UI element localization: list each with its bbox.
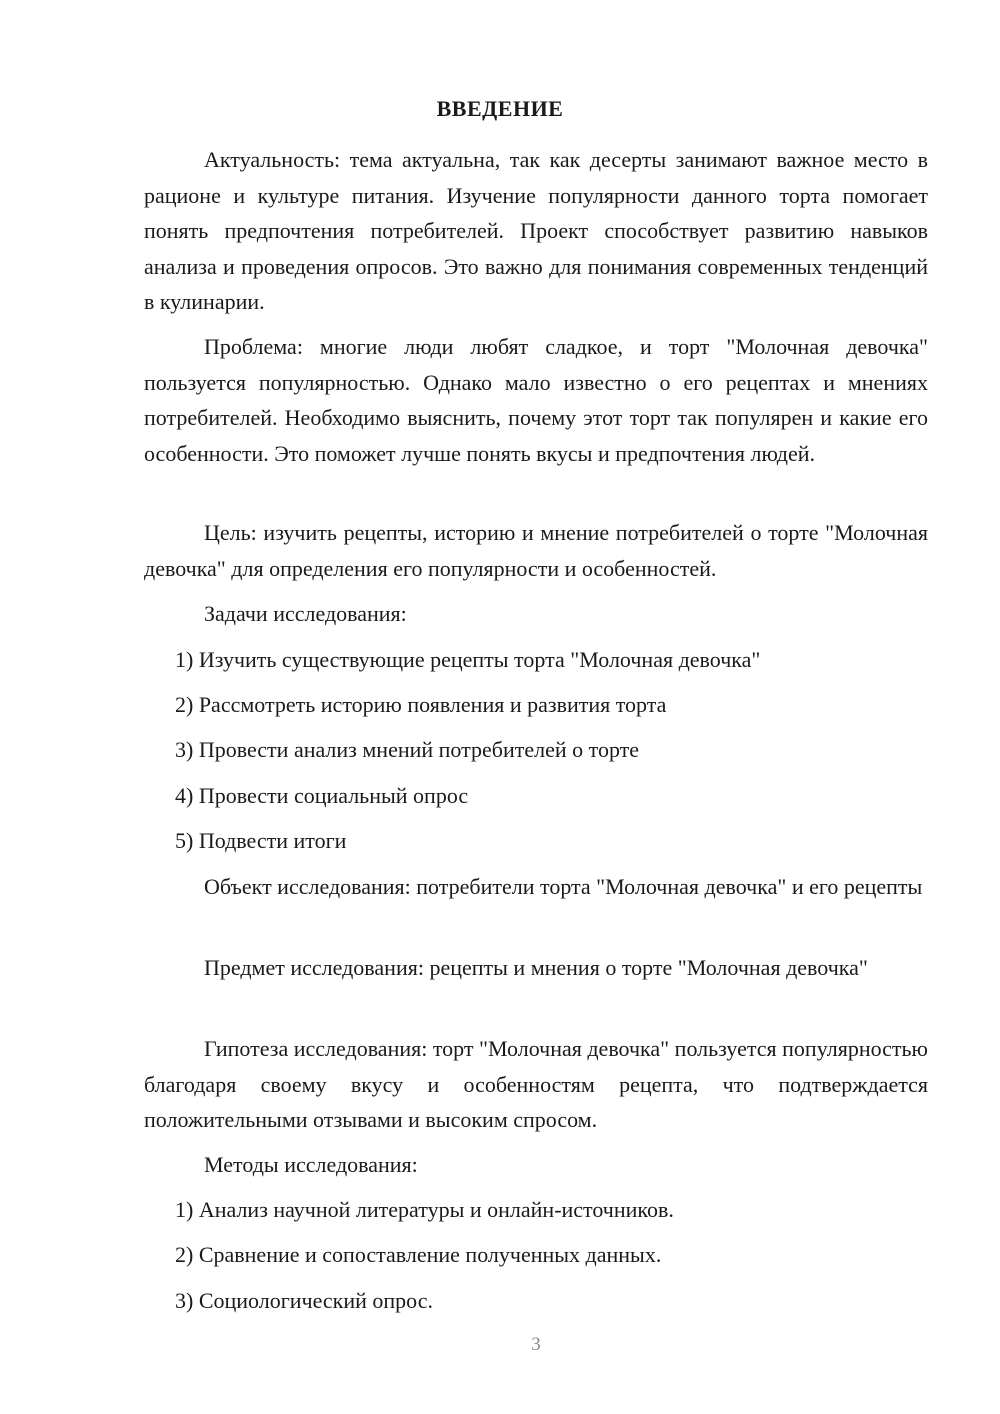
method-item-2: 2) Сравнение и сопоставление полученных данных. — [175, 1242, 662, 1267]
method-item-1: 1) Анализ научной литературы и онлайн-источников. — [175, 1197, 674, 1222]
page-number: 3 — [531, 1334, 541, 1355]
subject-paragraph: Предмет исследования: рецепты и мнения о торте "Молочная девочка" — [204, 955, 868, 980]
section-title: ВВЕДЕНИЕ — [436, 96, 564, 121]
problem-paragraph: Проблема: многие люди любят сладкое, и торт "Молочная девочка" пользуется популярностью. Однако мало известно о его рецептах и мнениях потребителей. Необходимо выяснить, почему этот торт так популярен и какие его особенности. Это поможет лучше понять вкусы и предпочтения людей. — [144, 334, 928, 466]
task-item-2: 2) Рассмотреть историю появления и развития торта — [175, 692, 667, 717]
methods-heading: Методы исследования: — [204, 1152, 418, 1177]
task-item-5: 5) Подвести итоги — [175, 828, 347, 853]
task-item-4: 4) Провести социальный опрос — [175, 783, 469, 808]
method-item-3: 3) Социологический опрос. — [175, 1288, 433, 1313]
task-item-3: 3) Провести анализ мнений потребителей о торте — [175, 737, 640, 762]
tasks-heading: Задачи исследования: — [204, 601, 407, 626]
relevance-paragraph: Актуальность: тема актуальна, так как десерты занимают важное место в рационе и культуре питания. Изучение популярности данного торта помогает понять предпочтения потребителей. Проект способствует развитию навыков анализа и проведения опросов. Это важно для понимания современных тенденций в кулинарии. — [144, 147, 928, 314]
object-paragraph: Объект исследования: потребители торта "Молочная девочка" и его рецепты — [204, 874, 923, 899]
task-item-1: 1) Изучить существующие рецепты торта "Молочная девочка" — [175, 647, 761, 672]
hypothesis-paragraph: Гипотеза исследования: торт "Молочная девочка" пользуется популярностью благодаря своему вкусу и особенностям рецепта, что подтверждается положительными отзывами и высоким спросом. — [144, 1036, 928, 1132]
goal-paragraph: Цель: изучить рецепты, историю и мнение потребителей о торте "Молочная девочка" для определения его популярности и особенностей. — [144, 520, 928, 581]
